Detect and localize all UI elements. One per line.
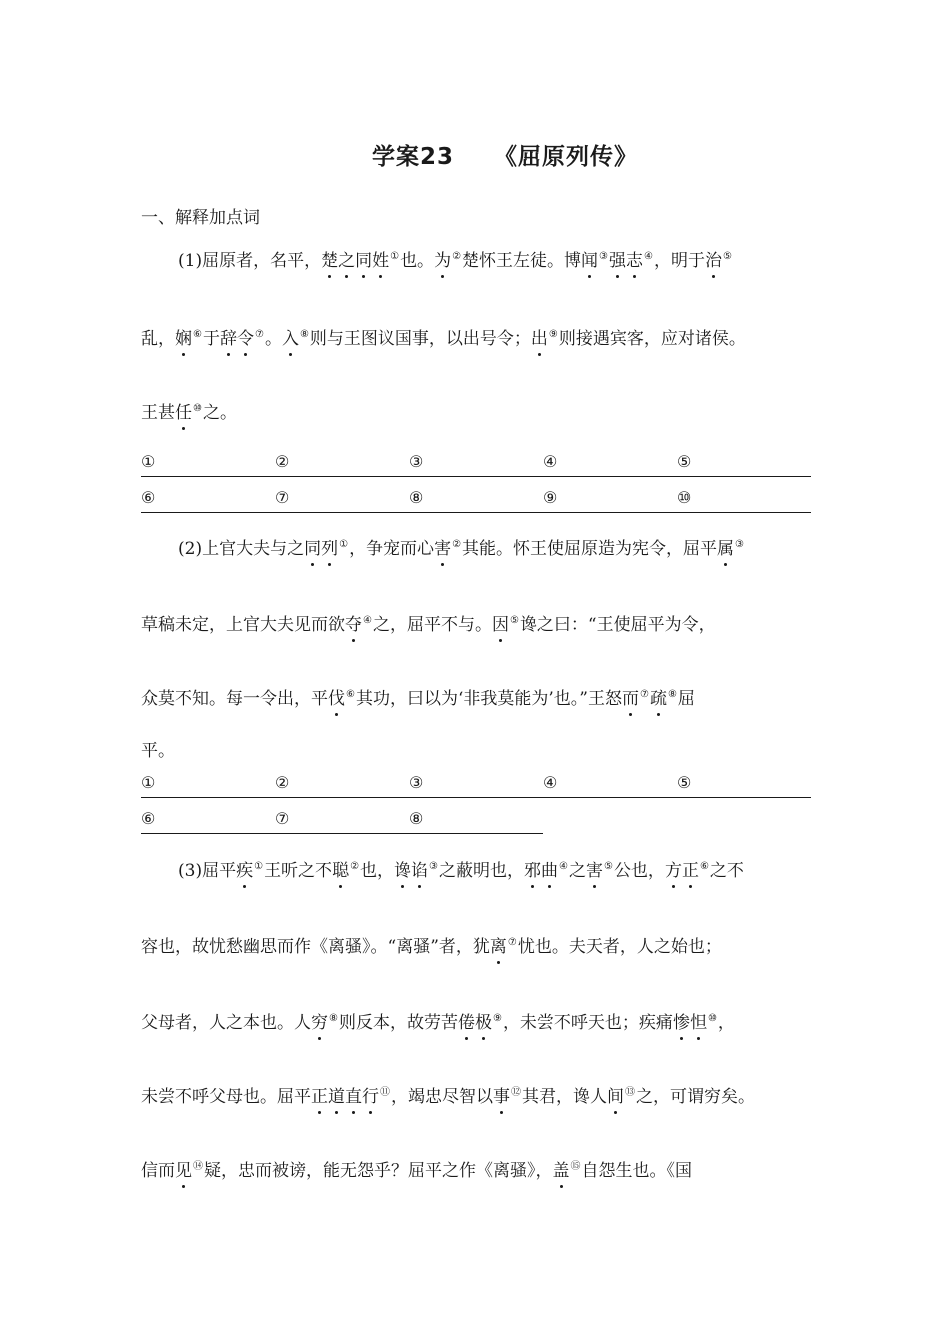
dotted-char: 害 [434,539,452,559]
dotted-char: 同 [355,251,373,271]
passage-3-line-5 [141,1156,692,1181]
footnote-marker: ① [254,861,264,872]
dotted-char: 惨 [672,1013,690,1033]
dotted-char: 因 [491,615,509,635]
answer-slot-label: ⑤ [677,452,692,471]
dotted-char: 道 [328,1087,345,1107]
answer-slot-label: ② [275,452,290,471]
text-run: ，明于 [653,251,705,271]
answer-slot-label: ⑩ [677,488,692,507]
dotted-char: 楚 [321,251,339,271]
text-run: 则接遇宾客，应对诸侯。 [558,329,746,349]
title-prefix: 学案23 [371,144,454,170]
passage-2-line-3 [141,684,695,709]
passage-1-line-1 [141,246,733,271]
text-run: 之 [568,861,586,881]
footnote-marker: ④ [363,615,372,626]
dotted-char: 事 [493,1087,510,1107]
dotted-char: 之 [338,251,356,271]
text-run: 众莫不知。每一令出，平 [141,689,328,709]
dotted-char: 直 [345,1087,362,1107]
dotted-char: 离 [489,937,507,957]
text-run: 也。 [400,251,435,271]
answer-slot-label: ④ [543,773,558,792]
answer-row[interactable] [141,486,811,513]
dotted-char: 属 [717,539,735,559]
dotted-char: 方 [664,861,682,881]
footnote-marker: ⑮ [570,1161,581,1172]
dotted-char: 间 [607,1087,624,1107]
footnote-marker: ① [339,539,349,550]
text-run: 谗之曰：“王使屈平为令， [519,615,716,635]
footnote-marker: ⑩ [193,403,202,414]
dotted-char: 盖 [552,1161,570,1181]
dotted-char: 怛 [689,1013,707,1033]
dotted-char: 聪 [332,861,350,881]
text-run: 乱， [141,329,175,349]
text-run: 屈 [677,689,695,709]
text-run: ，竭忠尽智以 [391,1087,493,1107]
dotted-char: 谄 [411,861,429,881]
text-run: 未尝不呼父母也。屈平 [141,1087,311,1107]
footnote-marker: ④ [644,251,653,262]
footnote-marker: ⑨ [492,1013,502,1024]
answer-slot-label: ④ [543,452,558,471]
footnote-marker: ③ [429,861,438,872]
answer-slot-label: ⑦ [275,809,290,828]
text-run: 王甚 [141,403,175,423]
text-run: 其功，曰以为‘非我莫能为’也。”王怒 [355,689,622,709]
footnote-marker: ② [452,251,462,262]
text-run: 自怨生也。《国 [581,1161,692,1181]
text-run: 之，可谓穷矣。 [636,1087,755,1107]
footnote-marker: ⑧ [329,1013,338,1024]
footnote-marker: ⑥ [699,861,709,872]
footnote-marker: ⑥ [346,689,355,700]
dotted-char: 闻 [581,251,599,271]
footnote-marker: ① [390,251,400,262]
text-run: (3)屈平 [178,861,237,881]
text-run: (1)屈原者，名平， [178,251,322,271]
answer-slot-label: ⑨ [543,488,558,507]
footnote-marker: ③ [599,251,608,262]
dotted-char: 出 [530,329,548,349]
dotted-char: 极 [474,1013,492,1033]
answer-slot-label: ⑧ [409,809,424,828]
footnote-marker: ⑦ [639,689,649,700]
answer-row[interactable] [141,807,543,834]
section-heading: 一、解释加点词 [141,208,260,228]
text-run: 其能。怀王使屈原造为宪令，屈平 [462,539,718,559]
dotted-char: 强 [609,251,626,271]
footnote-marker: ⑫ [511,1087,521,1098]
footnote-marker: ⑤ [509,615,519,626]
passage-1-line-3 [141,398,237,423]
answer-row[interactable] [141,771,811,798]
footnote-marker: ③ [735,539,744,550]
text-run: 平。 [141,741,175,761]
text-run: 楚怀王左徒。博 [462,251,582,271]
dotted-char: 正 [311,1087,328,1107]
dotted-char: 倦 [457,1013,475,1033]
answer-slot-label: ⑥ [141,488,156,507]
footnote-marker: ⑩ [707,1013,717,1024]
dotted-char: 见 [175,1161,192,1181]
footnote-marker: ② [452,539,462,550]
footnote-marker: ④ [559,861,568,872]
passage-1-line-2 [141,324,746,349]
dotted-char: 夺 [345,615,362,635]
dotted-char: 疏 [649,689,667,709]
text-run: 之，屈平不与。 [372,615,492,635]
answer-slot-label: ③ [409,452,424,471]
text-run: 则反本，故劳苦 [338,1013,458,1033]
footnote-marker: ⑪ [380,1087,390,1098]
text-run: (2)上官大夫与之 [178,539,305,559]
footnote-marker: ⑨ [548,329,558,340]
text-run: 则与王图议国事，以出号令； [309,329,531,349]
dotted-char: 曲 [541,861,558,881]
dotted-char: 而 [621,689,639,709]
footnote-marker: ⑤ [722,251,732,262]
footnote-marker: ⑧ [299,329,309,340]
text-run: ，争宠而心 [349,539,435,559]
dotted-char: 娴 [175,329,192,349]
text-run: 。 [264,329,282,349]
dotted-char: 令 [236,329,254,349]
text-run: 于 [202,329,220,349]
text-run: 容也，故忧愁幽思而作《离骚》。“离骚”者，犹 [141,937,490,957]
dotted-char: 谗 [394,861,412,881]
answer-slot-label: ⑧ [409,488,424,507]
footnote-marker: ⑭ [193,1161,203,1172]
passage-2-line-4 [141,736,175,761]
dotted-char: 伐 [328,689,345,709]
footnote-marker: ⑬ [625,1087,635,1098]
text-run: 信而 [141,1161,175,1181]
text-run: 疑，忠而被谤，能无怨乎？屈平之作《离骚》， [204,1161,553,1181]
passage-3-line-2 [141,932,722,957]
passage-3-line-4 [141,1082,755,1107]
footnote-marker: ⑧ [667,689,677,700]
text-run: 也， [360,861,395,881]
answer-slot-label: ⑤ [677,773,692,792]
dotted-char: 邪 [524,861,541,881]
dotted-char: 疾 [236,861,254,881]
dotted-char: 姓 [372,251,390,271]
text-run: ， [717,1013,735,1033]
dotted-char: 治 [704,251,722,271]
text-run: 公也， [613,861,665,881]
footnote-marker: ⑥ [193,329,202,340]
answer-row[interactable] [141,450,811,477]
title-name: 《屈原列传》 [494,144,638,170]
passage-3-line-3 [141,1008,735,1033]
dotted-char: 害 [585,861,603,881]
dotted-char: 志 [626,251,643,271]
text-run: 父母者，人之本也。人 [141,1013,311,1033]
text-run: 草稿未定，上官大夫见而欲 [141,615,345,635]
answer-slot-label: ⑦ [275,488,290,507]
text-run: ，未尝不呼天也；疾痛 [502,1013,673,1033]
dotted-char: 为 [434,251,452,271]
footnote-marker: ⑦ [507,937,517,948]
dotted-char: 辞 [219,329,237,349]
footnote-marker: ⑦ [254,329,264,340]
passage-3-line-1 [141,856,744,881]
answer-slot-label: ② [275,773,290,792]
text-run: 忧也。夫天者，人之始也； [517,937,722,957]
page-title [0,138,950,171]
text-run: 之蔽明也， [439,861,524,881]
dotted-char: 入 [281,329,299,349]
footnote-marker: ⑤ [603,861,613,872]
text-run: 其君，谗人 [522,1087,607,1107]
answer-slot-label: ③ [409,773,424,792]
answer-slot-label: ① [141,773,156,792]
dotted-char: 列 [321,539,339,559]
dotted-char: 同 [304,539,322,559]
footnote-marker: ② [350,861,360,872]
text-run: 之不 [709,861,744,881]
text-run: 之。 [202,403,237,423]
answer-slot-label: ① [141,452,156,471]
dotted-char: 穷 [311,1013,328,1033]
dotted-char: 正 [681,861,699,881]
answer-slot-label: ⑥ [141,809,156,828]
passage-2-line-2 [141,610,716,635]
text-run: 王听之不 [264,861,333,881]
dotted-char: 任 [175,403,192,423]
passage-2-line-1 [141,534,745,559]
dotted-char: 行 [362,1087,379,1107]
